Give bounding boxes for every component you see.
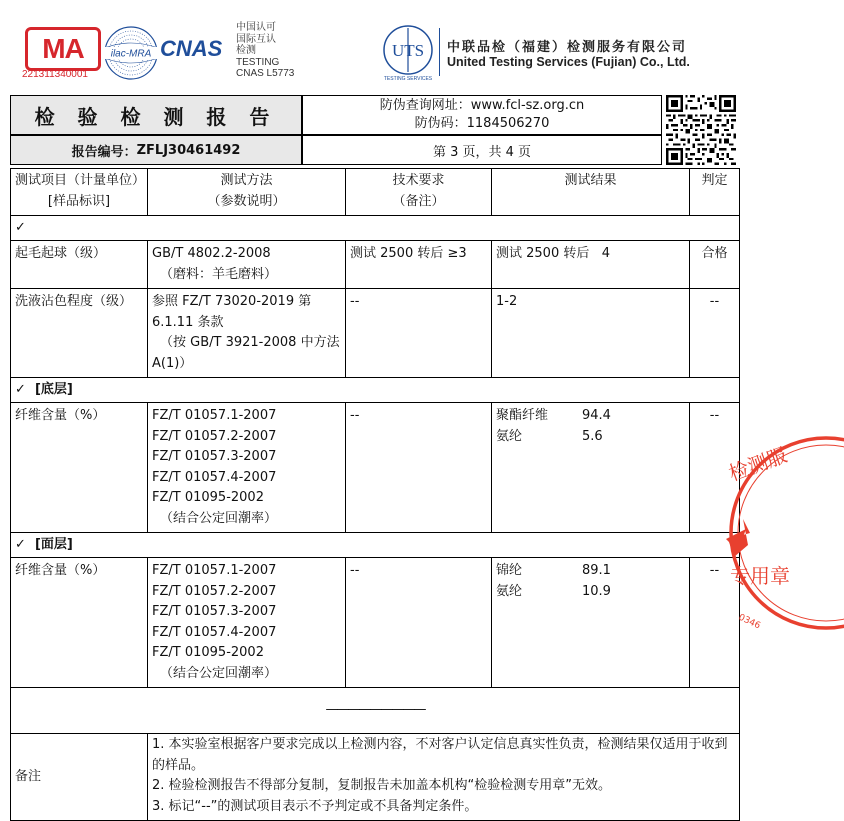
cnas-accreditation-text: 中国认可 国际互认 检测 TESTING CNAS L5773 — [236, 22, 295, 79]
header-result: 测试结果 — [492, 169, 690, 216]
table-row: 洗液沾色程度（级） 参照 FZ/T 73020-2019 第 6.1.11 条款 （按 GB/T 3921-2008 中方法 A(1)） -- 1-2 -- — [11, 289, 740, 378]
notes-label: 备注 — [11, 734, 148, 821]
header-requirement: 技术要求 （备注） — [346, 169, 492, 216]
end-of-results-row: ————————— — [11, 688, 740, 734]
qr-code-icon[interactable] — [666, 95, 736, 165]
company-name-cn: 中联品检（福建）检测服务有限公司 — [447, 40, 688, 55]
uts-logo-icon — [381, 22, 436, 82]
ma-number: 221311340001 — [22, 69, 88, 80]
ma-logo: MA — [25, 27, 101, 71]
section-bottom-layer: ✓ [底层] — [11, 378, 740, 403]
header-method: 测试方法 （参数说明） — [148, 169, 346, 216]
svg-text:0346: 0346 — [736, 612, 762, 632]
notes-content: 1. 本实验室根据客户要求完成以上检测内容，不对客户认定信息真实性负责，检测结果仅适用于收到的样品。 2. 检验检测报告不得部分复制，复制报告未加盖本机构“检验检测专用章”无效。 3. 标记“--”的测试项目表示不予判定或不具备判定条件。 — [148, 734, 740, 821]
table-row: 纤维含量（%） FZ/T 01057.1-2007 FZ/T 01057.2-2007 FZ/T 01057.3-2007 FZ/T 01057.4-2007 FZ/T 01095-2002 （结合公定回潮率） -- 锦纶 89.1 氨纶 10.9 -- — [11, 558, 740, 688]
company-name-en: United Testing Services (Fujian) Co., Ltd. — [447, 55, 690, 69]
header-item: 测试项目（计量单位） [样品标识] — [11, 169, 148, 216]
header-divider — [439, 28, 440, 76]
report-title: 检 验 检 测 报 告 — [10, 95, 302, 135]
svg-text:UTS: UTS — [391, 41, 425, 60]
section-top-layer: ✓ [面层] — [11, 533, 740, 558]
svg-text:专用章: 专用章 — [730, 564, 790, 588]
cnas-logo: CNAS — [160, 36, 223, 61]
table-row: 起毛起球（级） GB/T 4802.2-2008 （磨料：羊毛磨料） 测试 2500 转后 ≥3 测试 2500 转后 4 合格 — [11, 241, 740, 289]
ilac-mra-logo-icon — [103, 25, 159, 81]
test-results-table — [10, 168, 740, 821]
svg-text:TESTING SERVICES: TESTING SERVICES — [383, 76, 433, 82]
table-row: 纤维含量（%） FZ/T 01057.1-2007 FZ/T 01057.2-2007 FZ/T 01057.3-2007 FZ/T 01057.4-2007 FZ/T 01095-2002 （结合公定回潮率） -- 聚酯纤维 94.4 氨纶 5.6 -- — [11, 403, 740, 533]
verify-url[interactable]: www.fcl-sz.org.cn — [470, 98, 585, 113]
table-header-row — [11, 169, 740, 216]
page-indicator: 第 3 页，共 4 页 — [302, 135, 662, 165]
report-number: 报告编号： ZFLJ30461492 — [10, 135, 302, 165]
verification-info: 防伪查询网址：www.fcl-sz.org.cn 防伪码：1184506270 — [302, 95, 662, 135]
inspection-seal-stamp-icon — [724, 433, 844, 633]
section-check-row: ✓ — [11, 216, 740, 241]
header-verdict: 判定 — [690, 169, 740, 216]
svg-text:检测服: 检测服 — [725, 442, 791, 486]
svg-text:ilac-MRA: ilac-MRA — [110, 48, 152, 60]
notes-row — [11, 734, 740, 821]
